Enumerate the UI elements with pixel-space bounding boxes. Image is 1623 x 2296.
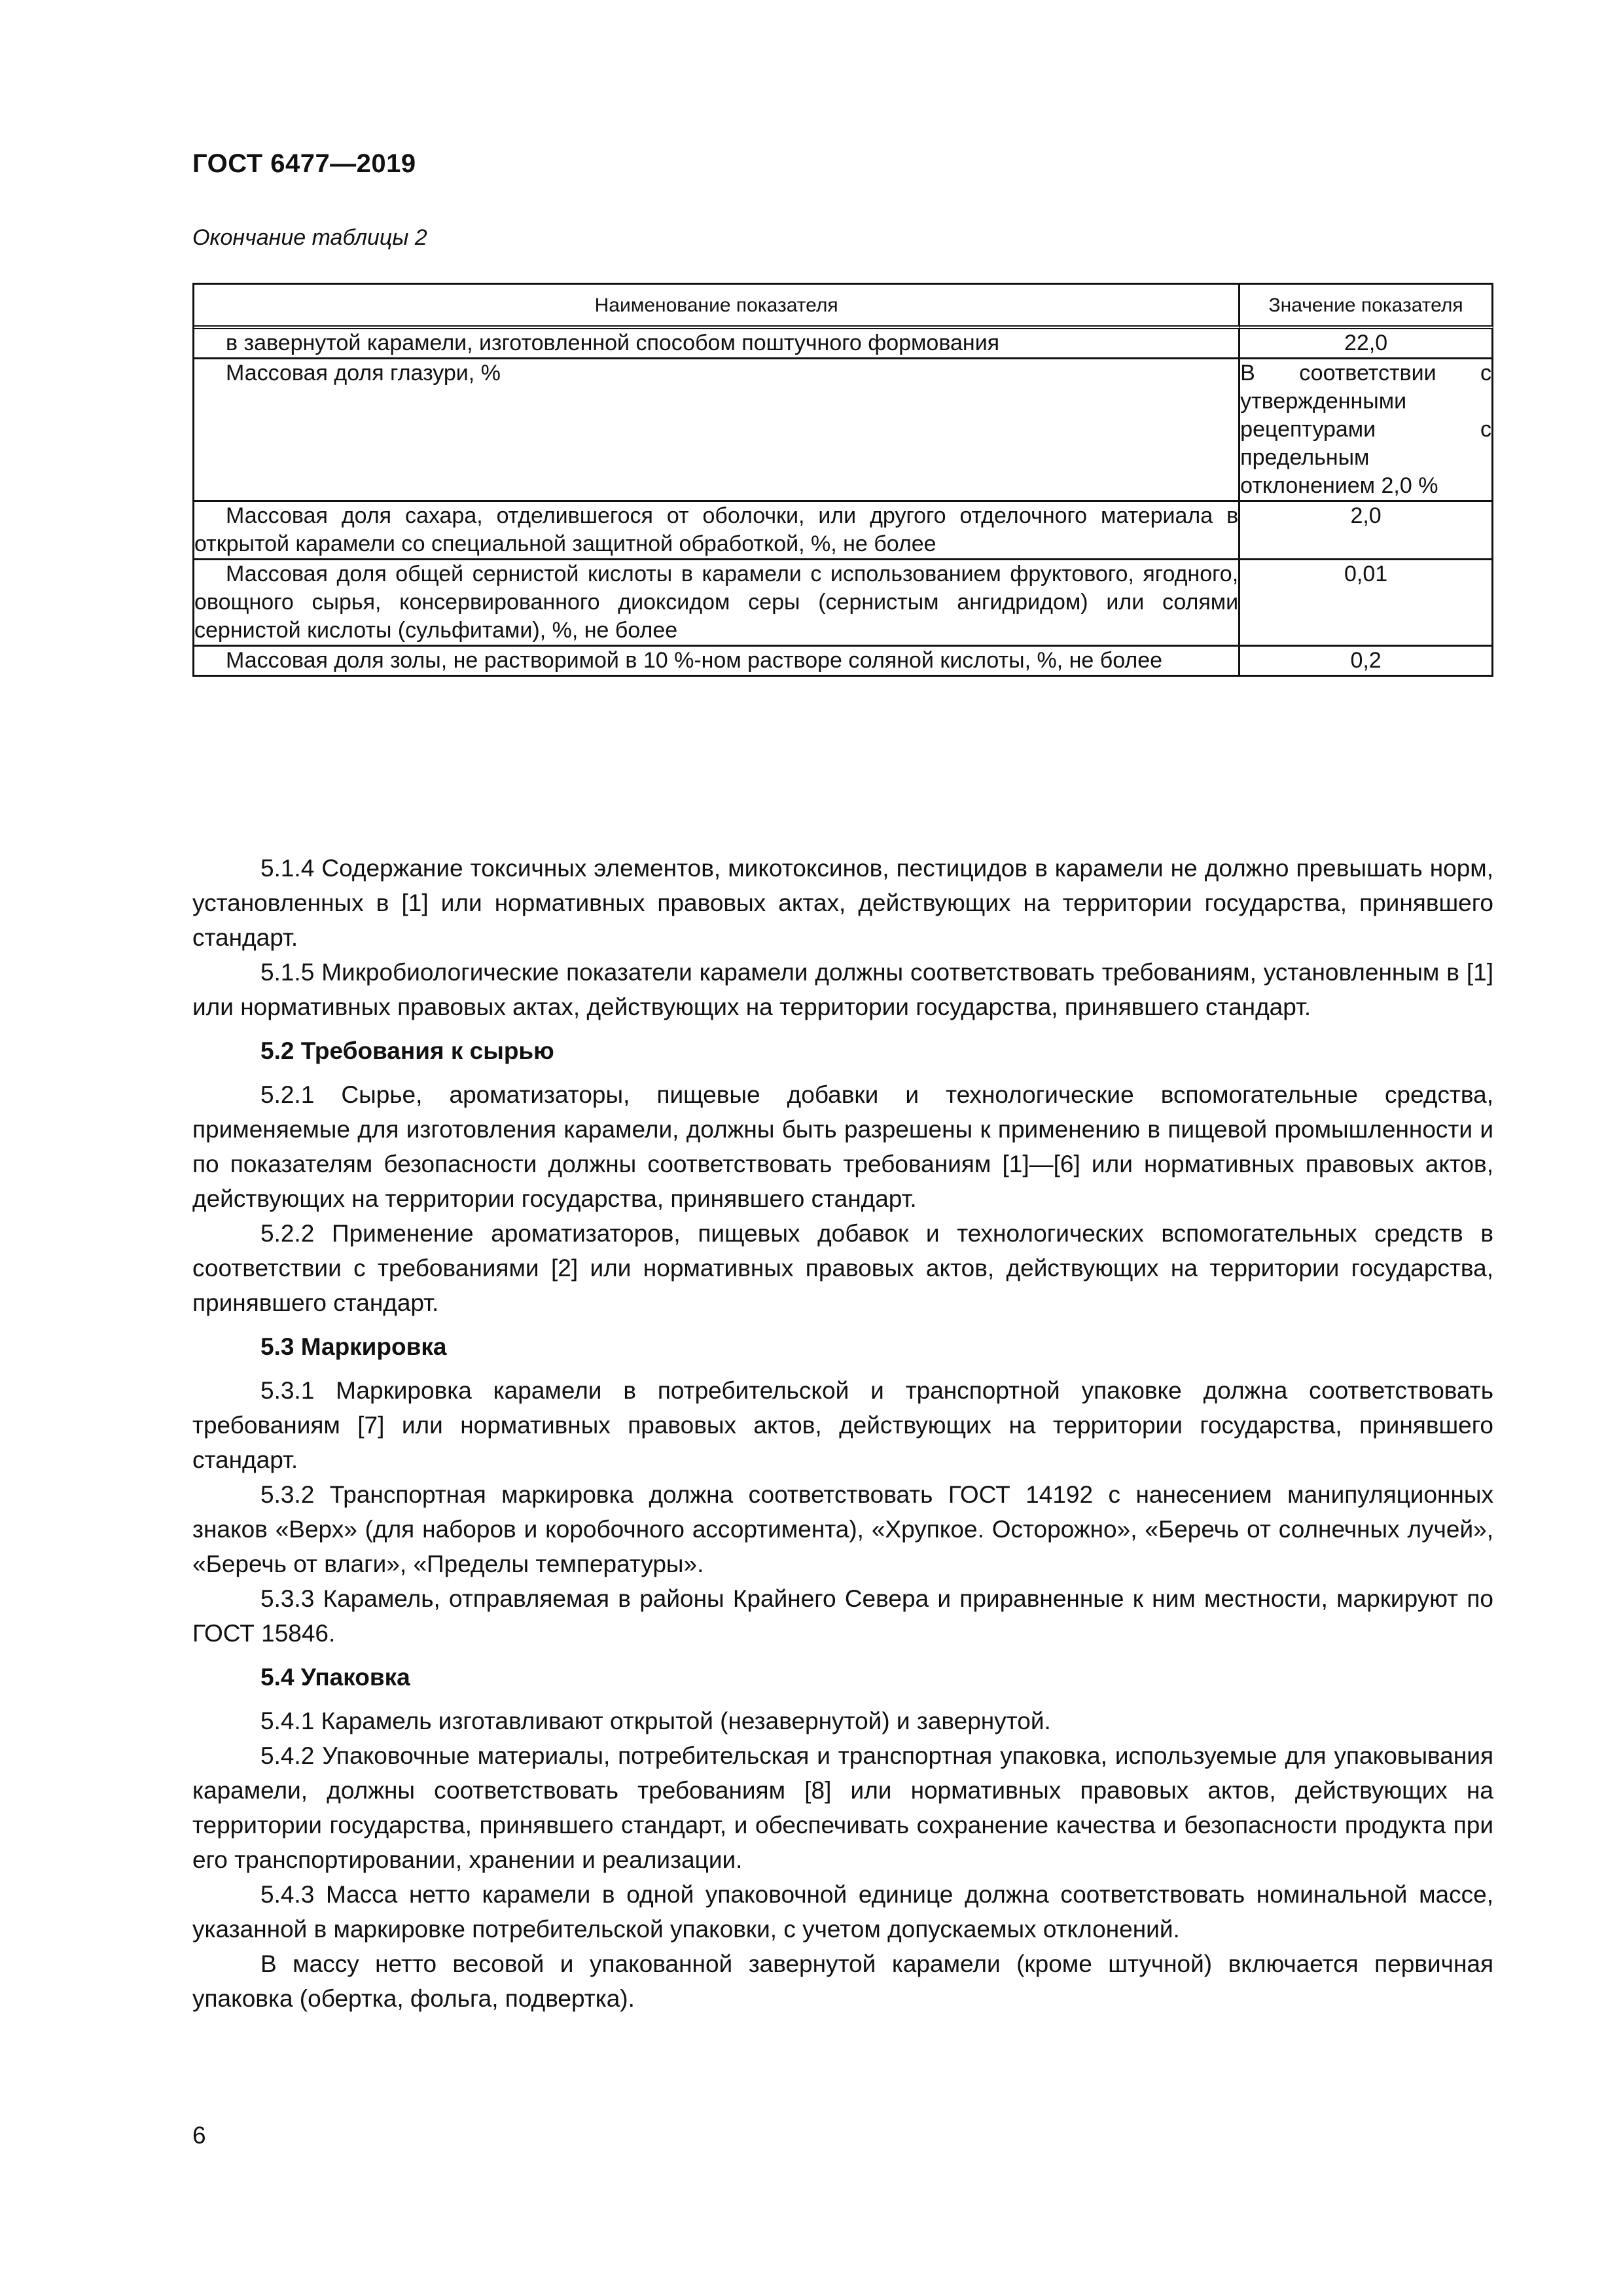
paragraph-5-4-1: 5.4.1 Карамель изготавливают открытой (незавернутой) и завернутой. (260, 1708, 1051, 1734)
section-heading-5-4: 5.4 Упаковка (260, 1664, 410, 1691)
table-cell-value: В соответствии с утвержденными рецептурами с предельным отклонением 2,0 % (1240, 359, 1493, 502)
table-caption: Окончание таблицы 2 (192, 225, 427, 250)
table-cell-value: 22,0 (1240, 329, 1493, 359)
column-header-value: Значение показателя (1240, 285, 1493, 329)
section-heading-5-2: 5.2 Требования к сырью (260, 1037, 554, 1064)
page-number: 6 (192, 2122, 206, 2149)
paragraph-5-2-1: 5.2.1 Сырье, ароматизаторы, пищевые добавки и технологические вспомогательные средства, применяемые для изготовления карамели, должны быть разрешены к применению в пищевой промышленности и по показателям безопасности должны соответствовать требованиям [1]—[6] или нормативных правовых актов, действующих на территории государства, принявшего стандарт. (192, 1081, 1493, 1212)
table-row (194, 359, 1493, 502)
paragraph-5-4-3-continued: В массу нетто весовой и упакованной завернутой карамели (кроме штучной) включается первичная упаковка (обертка, фольга, подвертка). (192, 1950, 1493, 2012)
table-cell-name (194, 329, 1240, 359)
cell-text: Массовая доля золы, не растворимой в 10 %-ном растворе соляной кислоты, %, не более (226, 648, 1163, 673)
table-cell-value: 0,2 (1240, 647, 1493, 677)
table-cell-name (194, 560, 1240, 647)
section-heading-5-3: 5.3 Маркировка (260, 1333, 447, 1360)
table-cell-name (194, 359, 1240, 502)
paragraph-5-3-3: 5.3.3 Карамель, отправляемая в районы Крайнего Севера и приравненные к ним местности, маркируют по ГОСТ 15846. (192, 1585, 1493, 1647)
cell-text: Массовая доля сахара, отделившегося от оболочки, или другого отделочного материала в открытой карамели со специальной защитной обработкой, %, не более (194, 503, 1239, 556)
table-header-row (194, 285, 1493, 329)
paragraph-5-3-2: 5.3.2 Транспортная маркировка должна соответствовать ГОСТ 14192 с нанесением манипуляционных знаков «Верх» (для наборов и коробочного ассортимента), «Хрупкое. Осторожно», «Беречь от солнечных лучей», «Беречь от влаги», «Пределы температуры». (192, 1481, 1493, 1577)
paragraph-5-1-5: 5.1.5 Микробиологические показатели карамели должны соответствовать требованиям, установленным в [1] или нормативных правовых актах, действующих на территории государства, принявшего стандарт. (192, 959, 1493, 1020)
paragraph-5-4-2: 5.4.2 Упаковочные материалы, потребительская и транспортная упаковка, используемые для упаковывания карамели, должны соответствовать требованиям [8] или нормативных правовых актов, действующих на территории государства, принявшего стандарт, и обеспечивать сохранение качества и безопасности продукта при его транспортировании, хранении и реализации. (192, 1742, 1493, 1873)
table-cell-name (194, 502, 1240, 560)
column-header-name: Наименование показателя (194, 285, 1240, 329)
table-cell-value: 2,0 (1240, 502, 1493, 560)
table-cell-name (194, 647, 1240, 677)
paragraph-5-3-1: 5.3.1 Маркировка карамели в потребительской и транспортной упаковке должна соответствовать требованиям [7] или нормативных правовых актов, действующих на территории государства, принявшего стандарт. (192, 1377, 1493, 1473)
table-row (194, 502, 1493, 560)
cell-text: Массовая доля глазури, % (226, 361, 501, 386)
table-cell-value: 0,01 (1240, 560, 1493, 647)
document-header: ГОСТ 6477—2019 (192, 149, 416, 178)
cell-text: в завернутой карамели, изготовленной способом поштучного формования (226, 331, 1000, 355)
paragraph-5-2-2: 5.2.2 Применение ароматизаторов, пищевых добавок и технологических вспомогательных средств в соответствии с требованиями [2] или нормативных правовых актов, действующих на территории государства, принявшего стандарт. (192, 1220, 1493, 1316)
table-row (194, 329, 1493, 359)
table-row (194, 560, 1493, 647)
paragraph-5-4-3: 5.4.3 Масса нетто карамели в одной упаковочной единице должна соответствовать номинальной массе, указанной в маркировке потребительской упаковки, с учетом допускаемых отклонений. (192, 1881, 1493, 1943)
body-text (192, 851, 1493, 2016)
paragraph-5-1-4: 5.1.4 Содержание токсичных элементов, микотоксинов, пестицидов в карамели не должно превышать норм, установленных в [1] или нормативных правовых актах, действующих на территории государства, принявшего стандарт. (192, 855, 1493, 951)
cell-text: Массовая доля общей сернистой кислоты в карамели с использованием фруктового, ягодного, овощного сырья, консервированного диоксидом серы (сернистым ангидридом) или солями сернистой кислоты (сульфитами), %, не более (194, 562, 1239, 643)
indicators-table (192, 283, 1493, 677)
table-row (194, 647, 1493, 677)
